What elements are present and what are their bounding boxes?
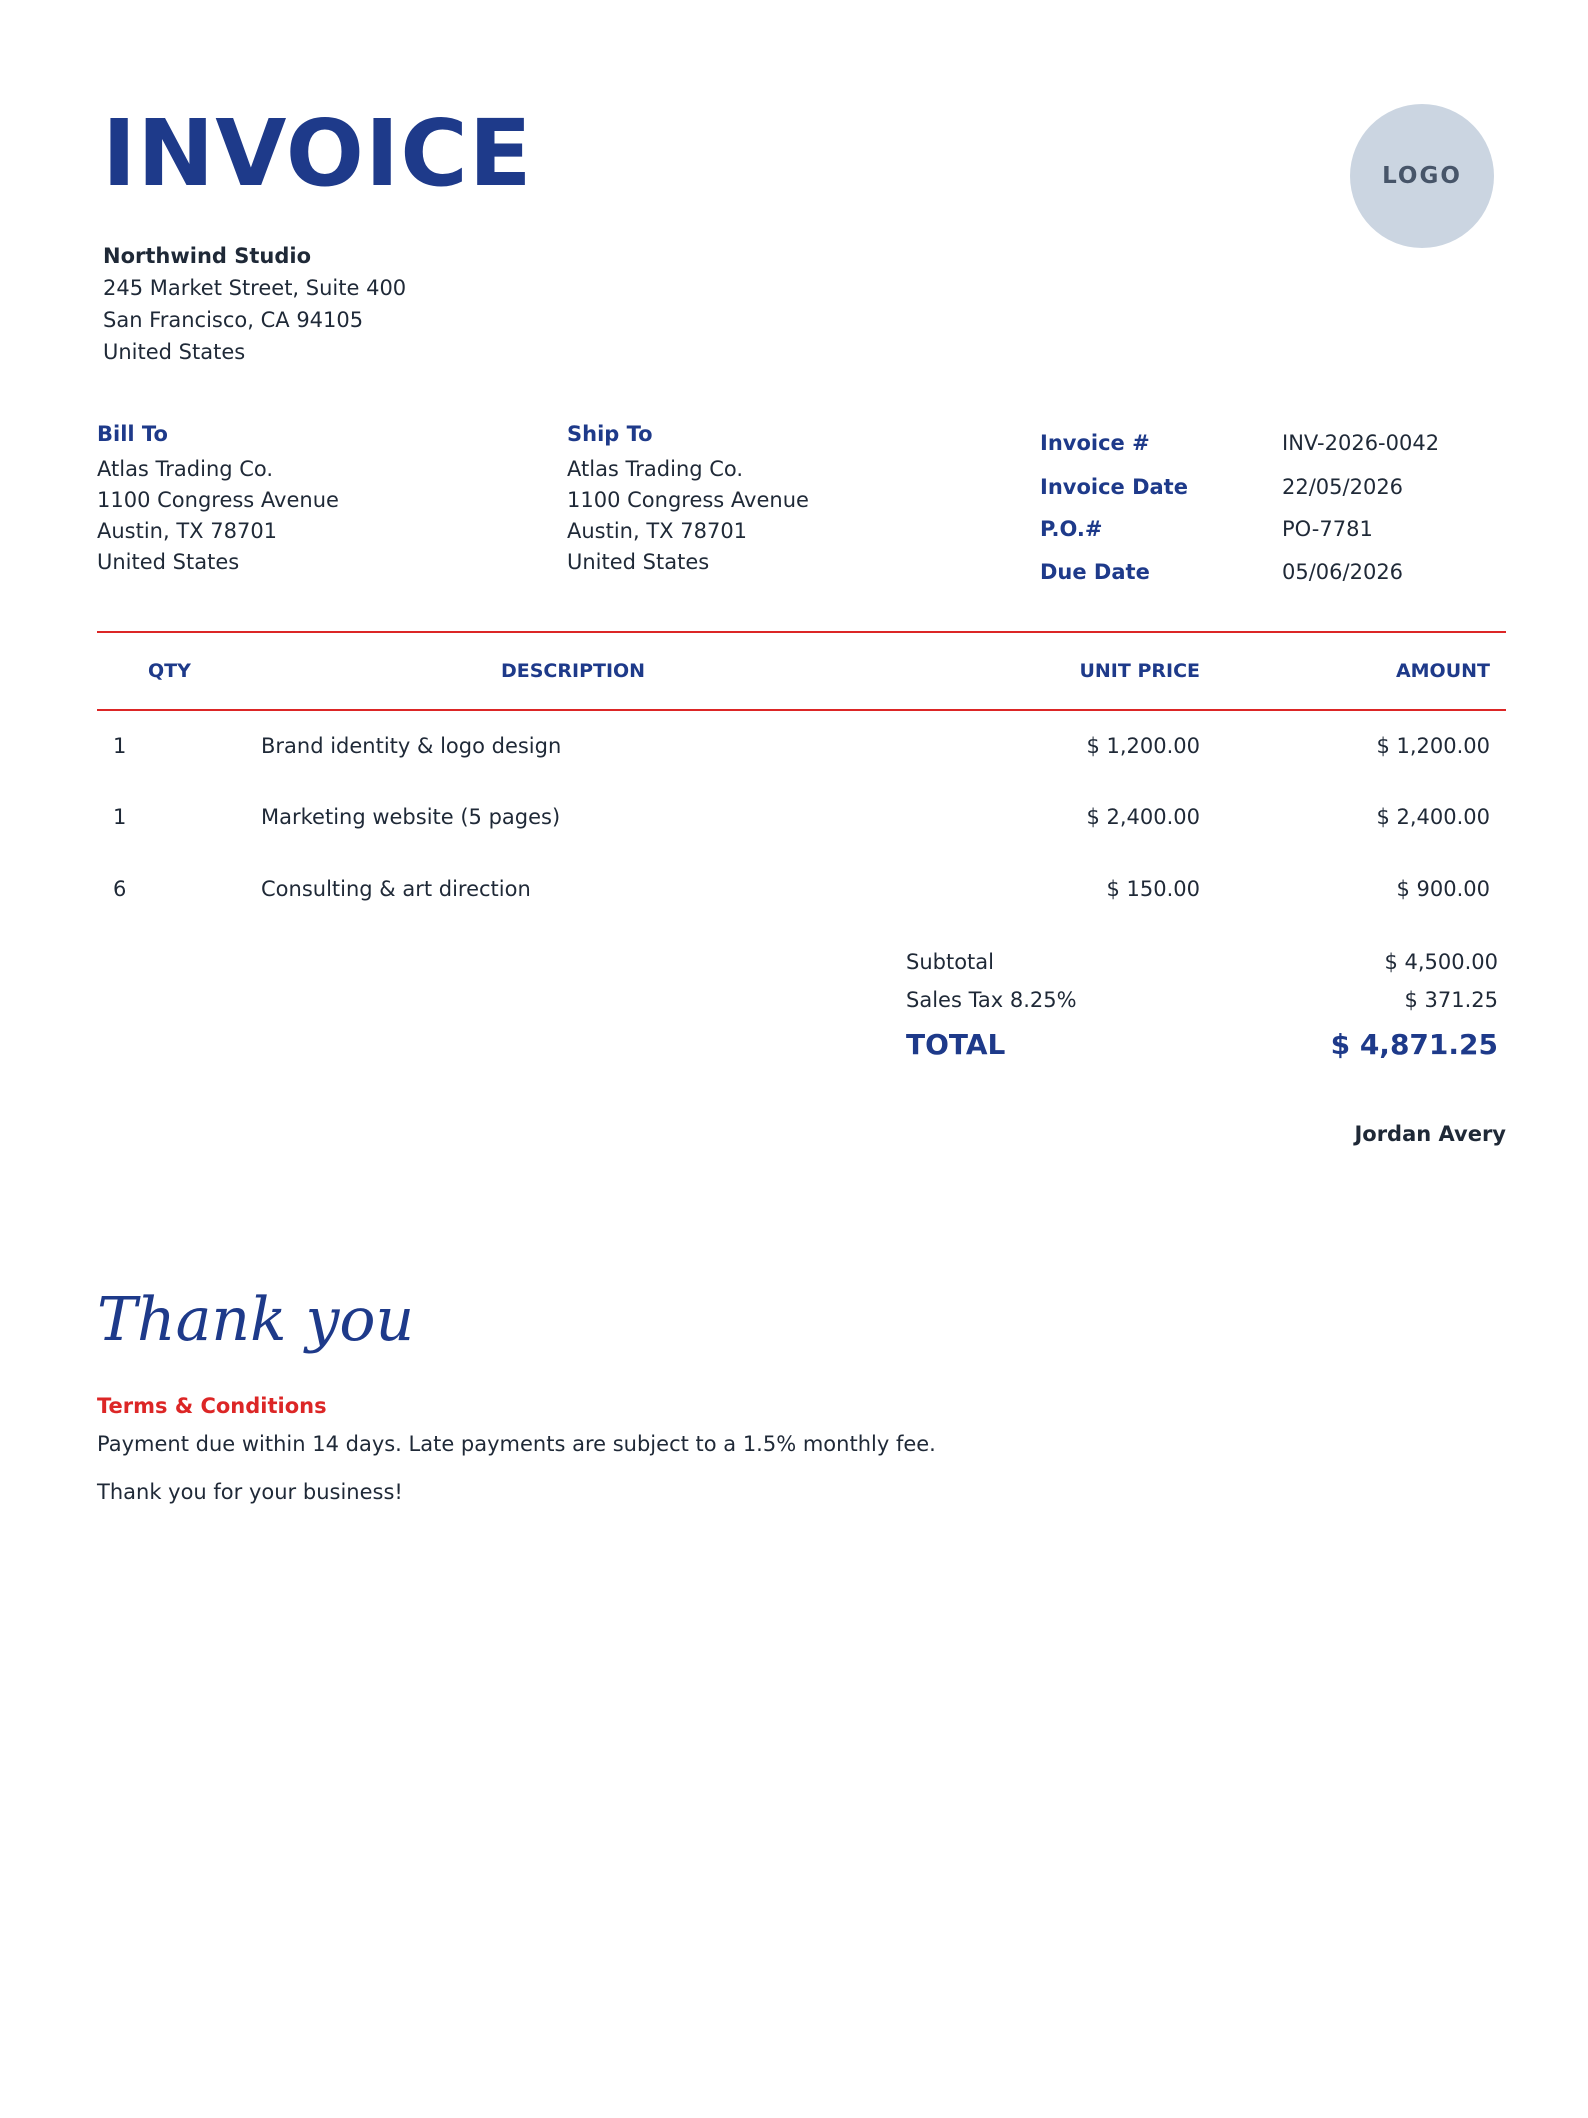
bill-to-name: Atlas Trading Co. [97,457,274,481]
row-3-unit-price: $ 150.00 [1106,877,1200,901]
ship-to-label: Ship To [567,422,653,446]
row-2-description: Marketing website (5 pages) [261,805,561,829]
terms-text: Payment due within 14 days. Late payments are subject to a 1.5% monthly fee. [97,1432,936,1456]
signature-name: Jordan Avery [1354,1122,1506,1146]
row-1-description: Brand identity & logo design [261,734,562,758]
row-2-unit-price: $ 2,400.00 [1086,805,1200,829]
tax-value: $ 371.25 [1404,988,1498,1012]
ship-to-line1: 1100 Congress Avenue [567,488,809,512]
total-value: $ 4,871.25 [1330,1028,1498,1061]
invoice-date-label: Invoice Date [1040,475,1188,499]
header-unit-price: UNIT PRICE [1079,660,1200,682]
bill-to-label: Bill To [97,422,168,446]
invoice-number-value: INV-2026-0042 [1282,431,1440,455]
seller-address [103,240,406,368]
row-1-amount: $ 1,200.00 [1376,734,1490,758]
table-header-rule [97,709,1506,711]
ship-to-line2: Austin, TX 78701 [567,519,748,543]
bill-to-line1: 1100 Congress Avenue [97,488,339,512]
row-1-unit-price: $ 1,200.00 [1086,734,1200,758]
seller-name: Northwind Studio [103,244,312,268]
bill-to-line2: Austin, TX 78701 [97,519,278,543]
seller-line2: San Francisco, CA 94105 [103,308,364,332]
bill-to-block [97,422,339,578]
po-label: P.O.# [1040,517,1103,541]
subtotal-label: Subtotal [906,950,994,974]
row-3-description: Consulting & art direction [261,877,531,901]
tax-label: Sales Tax 8.25% [906,988,1077,1012]
subtotal-value: $ 4,500.00 [1384,950,1498,974]
due-date-value: 05/06/2026 [1282,560,1404,584]
due-date-label: Due Date [1040,560,1150,584]
terms-heading: Terms & Conditions [97,1394,327,1418]
logo-text: LOGO [1382,163,1462,189]
row-3-qty: 6 [113,877,127,901]
header-amount: AMOUNT [1395,660,1490,682]
row-3-amount: $ 900.00 [1396,877,1490,901]
closing-text: Thank you for your business! [97,1480,403,1504]
company-logo [1350,104,1494,248]
thank-you-heading: Thank you [97,1285,415,1355]
table-top-rule [97,631,1506,633]
row-2-qty: 1 [113,805,127,829]
invoice-number-label: Invoice # [1040,431,1150,455]
header-description: DESCRIPTION [501,660,646,682]
ship-to-name: Atlas Trading Co. [567,457,744,481]
row-1-qty: 1 [113,734,127,758]
bill-to-line3: United States [97,550,240,574]
po-value: PO-7781 [1282,517,1373,541]
row-2-amount: $ 2,400.00 [1376,805,1490,829]
ship-to-line3: United States [567,550,710,574]
ship-to-block [567,422,809,578]
seller-line3: United States [103,340,246,364]
header-qty: QTY [148,660,191,682]
invoice-date-value: 22/05/2026 [1282,475,1404,499]
invoice-title: INVOICE [102,100,533,207]
total-label: TOTAL [906,1028,1006,1061]
seller-line1: 245 Market Street, Suite 400 [103,276,407,300]
